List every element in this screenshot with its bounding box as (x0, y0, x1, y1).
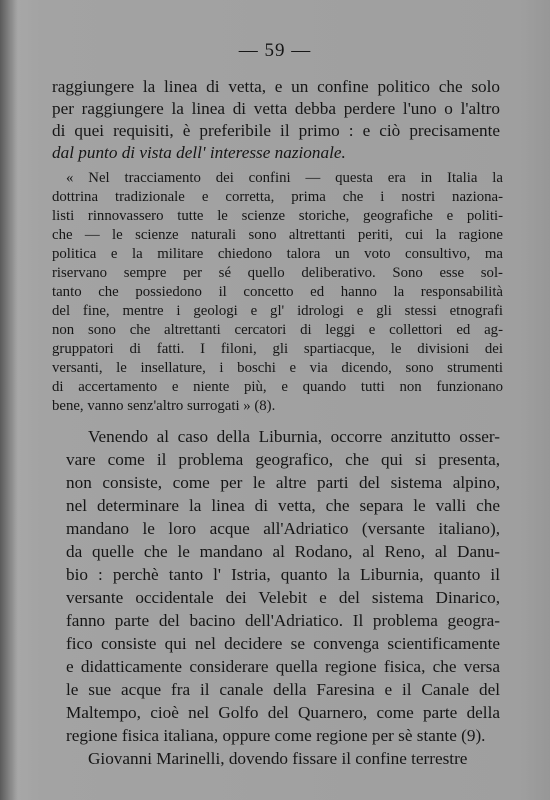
text-line: versante occidentale dei Velebit e del sistema Dinarico, (66, 588, 500, 607)
quote-line: riservano sempre per sé quello deliberativo. Sono esse sol- (52, 265, 503, 281)
text-line: fico consiste qui nel decidere se convenga scientificamente (66, 634, 500, 653)
text-line: da quelle che le mandano al Rodano, al Reno, al Danu- (66, 542, 500, 561)
text-line: bio : perchè tanto l' Istria, quanto la Liburnia, quanto il (66, 565, 500, 584)
quote-line: gruppatori di fatti. I filoni, gli spartiacque, le divisioni dei (52, 341, 503, 357)
text-line: e didatticamente considerare quella regione fisica, che versa (66, 657, 500, 676)
text-line: Giovanni Marinelli, dovendo fissare il confine terrestre (88, 749, 468, 768)
quote-line: tanto che possiedono il concetto ed hanno la responsabilità (52, 284, 503, 300)
text-line: mandano le loro acque all'Adriatico (versante italiano), (66, 519, 500, 538)
quote-line: versanti, le insellature, i boschi e via dicendo, sono strumenti (52, 360, 503, 376)
page-number: — 59 — (238, 40, 312, 61)
quote-line: del fine, mentre i geologi e gl' idrologi e gli stessi etnografi (52, 303, 503, 319)
text-line: fanno parte del bacino dell'Adriatico. Il problema geogra- (66, 611, 500, 630)
text-line: vare come il problema geografico, che qui si presenta, (66, 450, 500, 469)
text-line: regione fisica italiana, oppure come regione per sè stante (9). (66, 726, 486, 745)
text-line: le sue acque fra il canale della Faresina e il Canale del (66, 680, 500, 699)
quote-line: dottrina tradizionale e corretta, prima che i nostri naziona- (52, 189, 503, 205)
text-line: per raggiungere la linea di vetta debba perdere l'uno o l'altro (52, 99, 500, 118)
quote-line: di accertamento e niente più, e quando tutti non funzionano (52, 379, 503, 395)
text-line-italic: dal punto di vista dell' interesse nazionale. (52, 143, 346, 162)
text-line: di quei requisiti, è preferibile il primo : e ciò precisamente (52, 121, 500, 140)
text-line: Venendo al caso della Liburnia, occorre anzitutto osser- (88, 427, 500, 446)
text-line: Maltempo, cioè nel Golfo del Quarnero, come parte della (66, 703, 500, 722)
book-spine-shadow (0, 0, 18, 800)
quote-line: che — le scienze naturali sono altrettanti periti, cui la ragione (52, 227, 503, 243)
text-line: raggiungere la linea di vetta, e un confine politico che solo (52, 77, 500, 96)
quote-line: politica e la militare chiedono talora un voto consultivo, ma (52, 246, 503, 262)
quote-line: bene, vanno senz'altro surrogati » (8). (52, 398, 276, 414)
quote-line: listi rinnovassero tutte le scienze storiche, geografiche e politi- (52, 208, 503, 224)
quote-line: non sono che altrettanti cercatori di leggi e collettori ed ag- (52, 322, 503, 338)
text-line: non consiste, come per le altre parti del sistema alpino, (66, 473, 500, 492)
text-line: nel determinare la linea di vetta, che separa le valli che (66, 496, 500, 515)
quote-line: « Nel tracciamento dei confini — questa era in Italia la (66, 170, 503, 186)
